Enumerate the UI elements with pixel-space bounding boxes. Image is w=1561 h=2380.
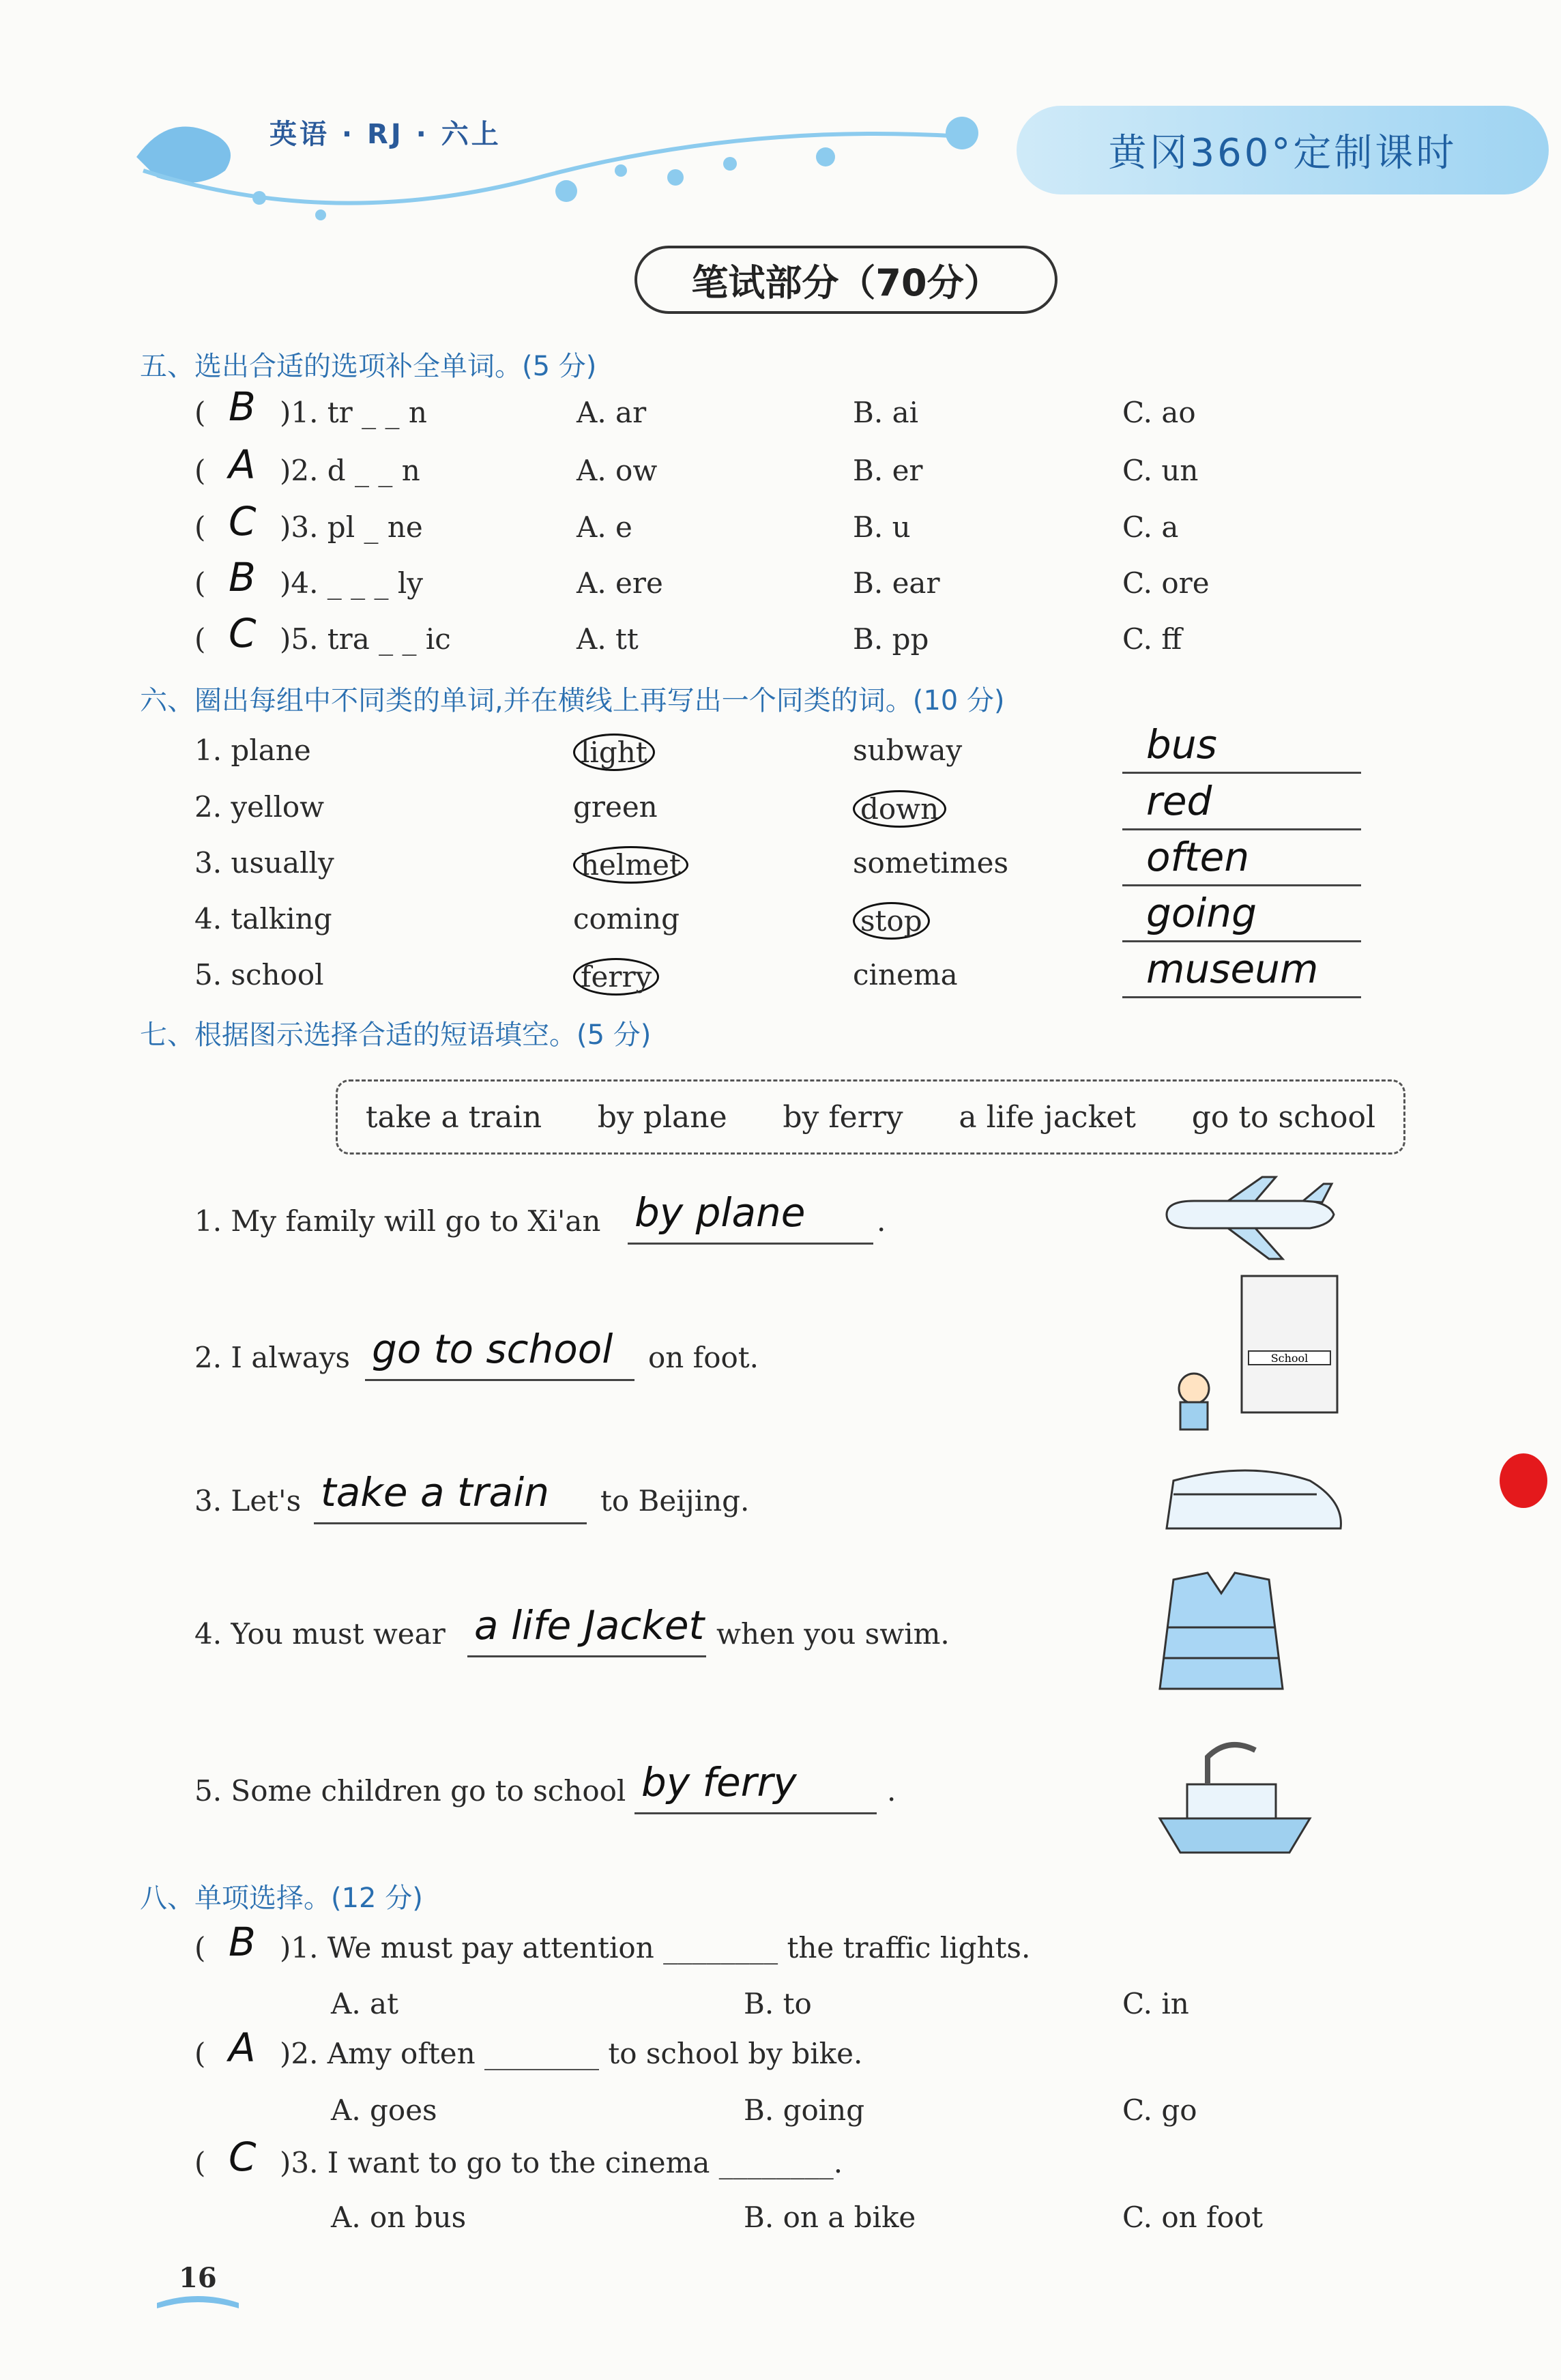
- option-c: C. go: [1122, 2093, 1197, 2127]
- paren-open: (: [194, 622, 206, 656]
- sentence-start: 2. I always: [194, 1341, 351, 1374]
- word-1: 4. talking: [194, 902, 332, 935]
- school-sign: School: [1270, 1352, 1309, 1365]
- option-b: B. going: [744, 2093, 865, 2127]
- sentence-end: .: [877, 1204, 886, 1238]
- question-text: )1. tr _ _ n: [280, 396, 427, 429]
- plane-icon: [1153, 1174, 1344, 1262]
- option-c: C. ore: [1122, 566, 1210, 600]
- blank-line: [628, 1242, 873, 1245]
- option-b: B. u: [853, 510, 911, 544]
- answer-handwritten[interactable]: going: [1146, 890, 1257, 936]
- paren-open: (: [194, 2037, 206, 2070]
- option-c: C. ao: [1122, 396, 1196, 429]
- phrase-box: [336, 1079, 1405, 1155]
- paren-open: (: [194, 1931, 206, 1964]
- option-c: C. in: [1122, 1987, 1189, 2020]
- option-b: B. er: [853, 454, 923, 487]
- answer-handwritten[interactable]: museum: [1146, 946, 1319, 992]
- option-a: A. on bus: [331, 2201, 467, 2234]
- answer-line: [1122, 940, 1361, 942]
- answer-handwritten[interactable]: by ferry: [641, 1759, 797, 1805]
- phrase: by plane: [597, 1099, 727, 1135]
- question-text: )5. tra _ _ ic: [280, 622, 451, 656]
- answer-handwritten[interactable]: A: [229, 2025, 256, 2071]
- sentence-end: when you swim.: [716, 1617, 950, 1651]
- word-2[interactable]: helmet: [573, 846, 688, 884]
- answer-handwritten[interactable]: take a train: [321, 1469, 549, 1515]
- word-2[interactable]: coming: [573, 902, 680, 935]
- paren-open: (: [194, 396, 206, 429]
- option-b: B. on a bike: [744, 2201, 916, 2234]
- answer-handwritten[interactable]: go to school: [372, 1326, 613, 1372]
- phrase: go to school: [1191, 1099, 1376, 1135]
- ferry-icon: [1153, 1730, 1317, 1866]
- answer-handwritten[interactable]: C: [229, 498, 257, 545]
- option-a: A. ere: [577, 566, 663, 600]
- answer-handwritten[interactable]: B: [229, 554, 256, 600]
- answer-handwritten[interactable]: A: [229, 441, 256, 488]
- option-a: A. at: [331, 1987, 398, 2020]
- question-text: )2. d _ _ n: [280, 454, 420, 487]
- word-1: 1. plane: [194, 734, 311, 767]
- subject-label: 英语 · RJ · 六上: [269, 119, 501, 150]
- section-5-title: 五、选出合适的选项补全单词。(5 分): [140, 351, 597, 382]
- option-c: C. ff: [1122, 622, 1182, 656]
- word-3[interactable]: subway: [853, 734, 963, 767]
- word-3[interactable]: down: [853, 790, 946, 828]
- question-text: )2. Amy often ________ to school by bike.: [280, 2037, 863, 2070]
- answer-line: [1122, 828, 1361, 830]
- section-7-title: 七、根据图示选择合适的短语填空。(5 分): [140, 1019, 652, 1051]
- answer-line: [1122, 884, 1361, 886]
- brand-badge: 黄冈360°定制课时: [1017, 106, 1549, 194]
- sentence-start: 5. Some children go to school: [194, 1774, 626, 1808]
- word-2[interactable]: ferry: [573, 958, 659, 996]
- sentence-start: 3. Let's: [194, 1484, 302, 1518]
- paren-open: (: [194, 454, 206, 487]
- blank-line: [634, 1812, 877, 1814]
- answer-handwritten[interactable]: C: [229, 610, 257, 656]
- phrase: a life jacket: [959, 1099, 1136, 1135]
- header-decoration: [130, 96, 1017, 232]
- answer-handwritten[interactable]: C: [229, 2134, 257, 2180]
- answer-handwritten[interactable]: B: [229, 383, 256, 430]
- option-c: C. a: [1122, 510, 1179, 544]
- paren-open: (: [194, 2146, 206, 2179]
- answer-handwritten[interactable]: bus: [1146, 721, 1217, 768]
- section-8-title: 八、单项选择。(12 分): [140, 1883, 423, 1914]
- word-1: 2. yellow: [194, 790, 325, 824]
- paren-open: (: [194, 510, 206, 544]
- sentence-start: 1. My family will go to Xi'an: [194, 1204, 601, 1238]
- red-mark: [1500, 1453, 1547, 1508]
- blank-line: [314, 1522, 587, 1524]
- answer-line: [1122, 996, 1361, 998]
- option-b: B. to: [744, 1987, 812, 2020]
- word-2[interactable]: light: [573, 734, 655, 771]
- option-c: C. un: [1122, 454, 1199, 487]
- train-icon: [1153, 1453, 1351, 1549]
- sentence-end: .: [887, 1774, 896, 1808]
- word-3[interactable]: sometimes: [853, 846, 1009, 880]
- phrase: take a train: [365, 1099, 542, 1135]
- question-text: )3. I want to go to the cinema ________.: [280, 2146, 843, 2179]
- blank-line: [467, 1655, 706, 1657]
- answer-handwritten[interactable]: by plane: [634, 1189, 806, 1236]
- blank-line: [365, 1378, 634, 1381]
- option-b: B. ai: [853, 396, 919, 429]
- sentence-end: on foot.: [648, 1341, 759, 1374]
- section-6-title: 六、圈出每组中不同类的单词,并在横线上再写出一个同类的词。(10 分): [140, 685, 1005, 716]
- answer-handwritten[interactable]: often: [1146, 834, 1250, 880]
- section-title: 笔试部分（70分）: [634, 246, 1057, 314]
- school-icon: [1153, 1269, 1344, 1433]
- word-1: 3. usually: [194, 846, 334, 880]
- option-a: A. goes: [331, 2093, 437, 2127]
- word-2[interactable]: green: [573, 790, 658, 824]
- paren-open: (: [194, 566, 206, 600]
- question-text: )3. pl _ ne: [280, 510, 423, 544]
- option-a: A. tt: [577, 622, 639, 656]
- question-text: )4. _ _ _ ly: [280, 566, 424, 600]
- option-c: C. on foot: [1122, 2201, 1264, 2234]
- word-1: 5. school: [194, 958, 324, 991]
- answer-handwritten[interactable]: B: [229, 1919, 256, 1965]
- option-b: B. ear: [853, 566, 940, 600]
- phrase: by ferry: [783, 1099, 903, 1135]
- question-text: )1. We must pay attention ________ the traffic lights.: [280, 1931, 1031, 1964]
- option-b: B. pp: [853, 622, 929, 656]
- answer-handwritten[interactable]: a life Jacket: [474, 1602, 705, 1649]
- word-3[interactable]: stop: [853, 902, 930, 940]
- word-3[interactable]: cinema: [853, 958, 958, 991]
- sentence-end: to Beijing.: [600, 1484, 750, 1518]
- answer-handwritten[interactable]: red: [1146, 778, 1212, 824]
- option-a: A. ow: [577, 454, 658, 487]
- answer-line: [1122, 771, 1361, 774]
- option-a: A. e: [577, 510, 632, 544]
- sentence-start: 4. You must wear: [194, 1617, 446, 1651]
- page-number: 16: [179, 2262, 217, 2294]
- child-icon: [1179, 1374, 1209, 1404]
- life-jacket-icon: [1153, 1566, 1289, 1702]
- option-a: A. ar: [577, 396, 647, 429]
